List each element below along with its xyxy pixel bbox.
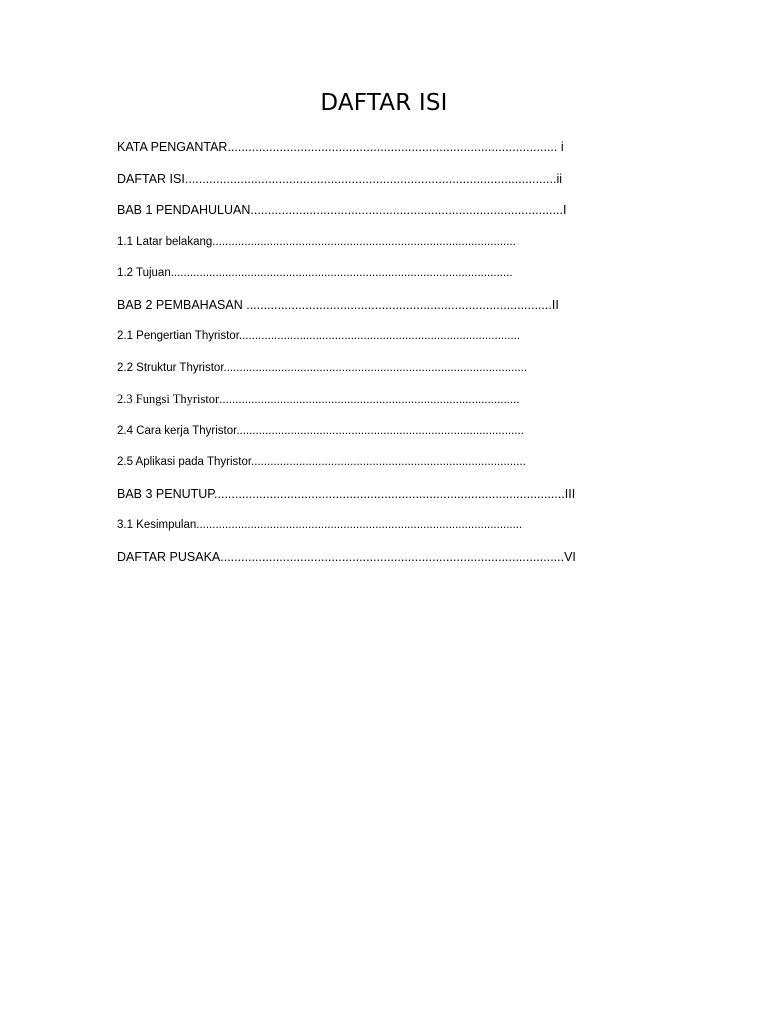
toc-entry [117, 548, 657, 580]
page-title: DAFTAR ISI [320, 90, 448, 116]
toc-entry-label: BAB 2 PEMBAHASAN [117, 297, 247, 312]
toc-entry [117, 359, 657, 391]
toc-entry-label: 1.1 Latar belakang [117, 235, 213, 248]
toc-leader-dots: .......................................................................................... [250, 203, 563, 217]
toc-entry [117, 138, 657, 170]
toc-entry-label: 2.5 Aplikasi pada Thyristor [117, 456, 252, 468]
toc-leader-dots: ...................................................................................................... [196, 519, 523, 531]
toc-leader-dots: ...................................................................................... [251, 456, 526, 468]
toc-page-number: i [557, 140, 564, 154]
toc-entry [117, 233, 657, 265]
toc-entry-label: KATA PENGANTAR [117, 140, 228, 154]
toc-entry [117, 327, 657, 359]
toc-page-number: ii [556, 171, 563, 186]
toc-entry-label: 1.2 Tujuan [117, 267, 171, 279]
toc-entry [117, 485, 657, 517]
toc-leader-dots: .............................................................................................. [219, 394, 520, 406]
toc-entry [117, 390, 657, 422]
toc-entry [117, 422, 657, 454]
table-of-contents [117, 138, 657, 579]
toc-leader-dots: ........................................................................................ [238, 330, 521, 342]
toc-entry [117, 296, 657, 328]
toc-entry-label: 2.1 Pengertian Thyristor [117, 330, 239, 342]
toc-page-number: VI [564, 549, 576, 564]
toc-entry [117, 453, 657, 485]
toc-leader-dots: .......................................................................................... [236, 424, 524, 437]
toc-entry-label: BAB 3 PENUTUP [117, 486, 215, 501]
toc-entry-label: BAB 1 PENDAHULUAN [117, 203, 251, 217]
toc-leader-dots: ................................................................................................... [220, 549, 565, 564]
toc-leader-dots: ............................................................................................... [223, 361, 528, 374]
toc-leader-dots: ............................................................................................... [212, 235, 516, 248]
toc-entry [117, 201, 657, 233]
toc-entry-label: 3.1 Kesimpulan [117, 519, 197, 531]
toc-entry [117, 264, 657, 296]
toc-entry [117, 170, 657, 202]
toc-leader-dots: ........................................................................................ [246, 297, 552, 312]
toc-leader-dots: ............................................................................................... [227, 140, 558, 154]
toc-page-number: III [564, 486, 576, 501]
toc-entry-label: 2.4 Cara kerja Thyristor [117, 424, 237, 437]
toc-entry-label: DAFTAR PUSAKA [117, 549, 221, 564]
toc-entry-label: 2.2 Struktur Thyristor [117, 361, 224, 374]
toc-entry [117, 516, 657, 548]
toc-leader-dots: ........................................................................................................... [170, 267, 513, 279]
toc-page-number: I [562, 203, 567, 217]
toc-leader-dots: ........................................................................................................... [184, 171, 557, 186]
toc-entry-label: DAFTAR ISI [117, 171, 185, 186]
toc-leader-dots: ..................................................................................................... [214, 486, 565, 501]
toc-page-number: II [551, 297, 559, 312]
toc-entry-label: 2.3 Fungsi Thyristor [117, 392, 220, 406]
